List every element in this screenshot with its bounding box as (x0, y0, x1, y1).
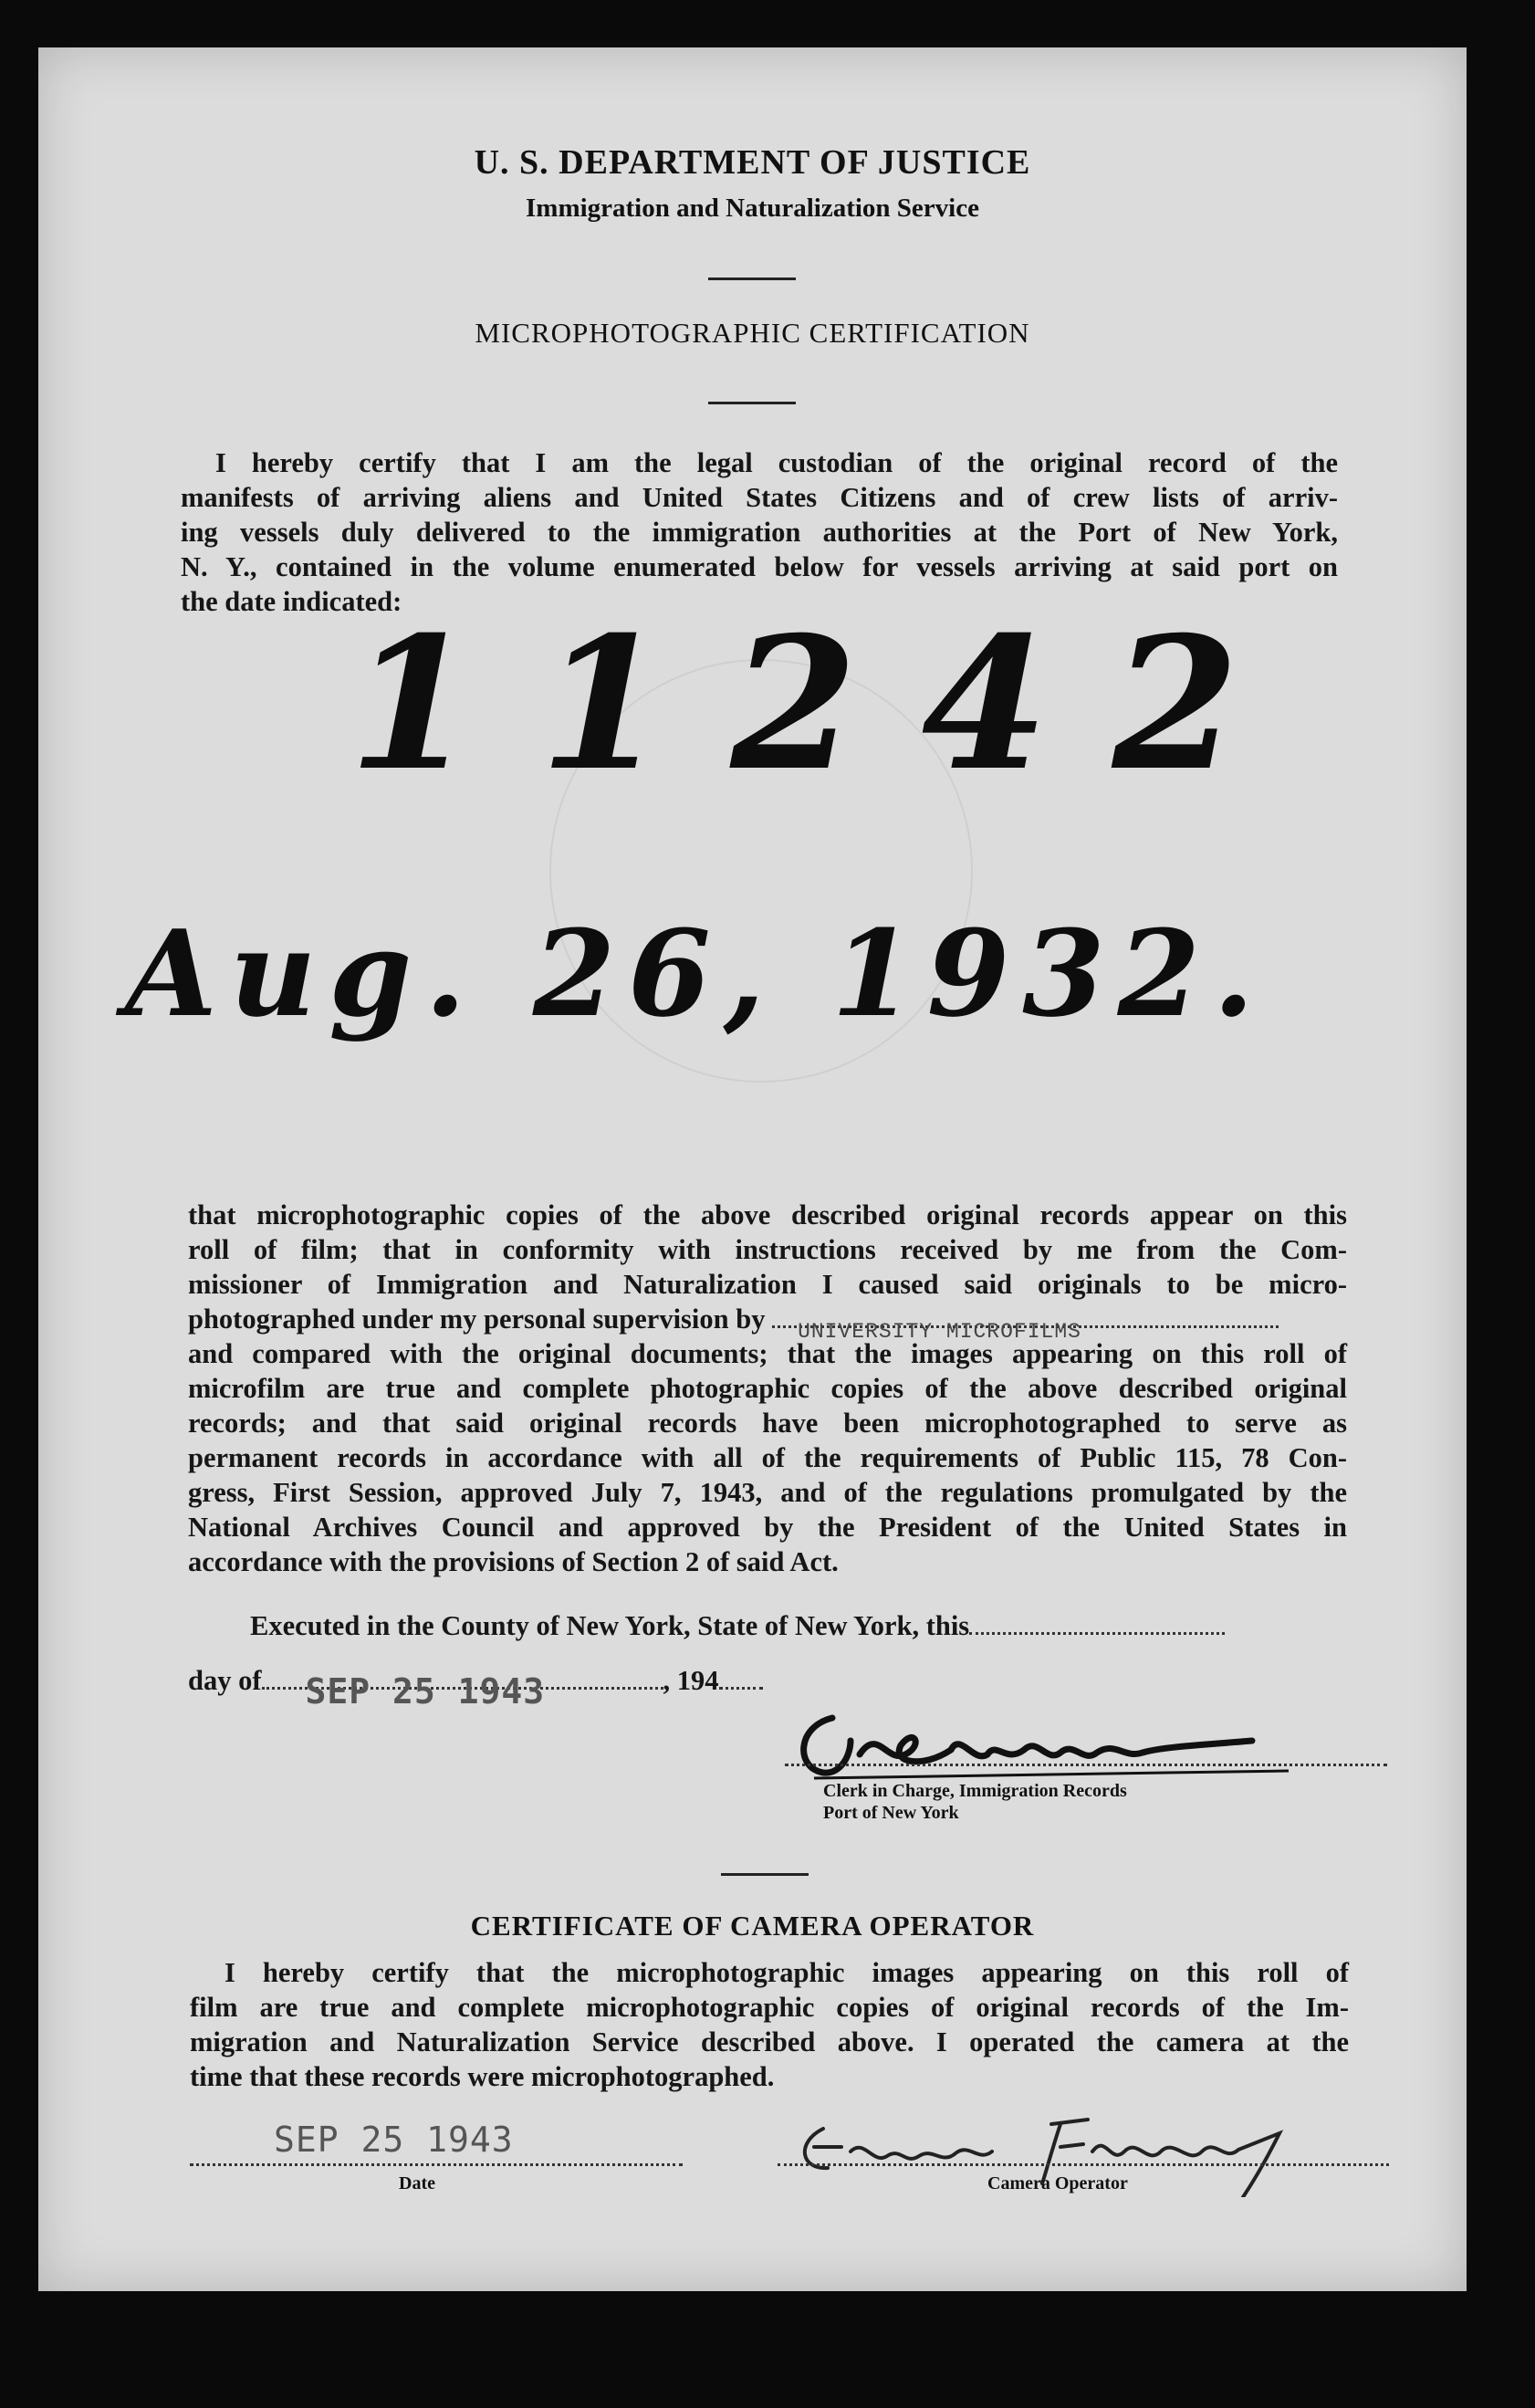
certification-title: MICROPHOTOGRAPHIC CERTIFICATION (475, 317, 1030, 349)
body-paragraph (188, 1198, 1347, 1579)
certificate-page (38, 47, 1467, 2291)
supervision-fill-line (772, 1320, 1279, 1344)
body-line: missioner of Immigration and Naturalization I caused said originals to be micro- (188, 1269, 1347, 1300)
execution-date-stamp: SEP 25 1943 (305, 1671, 546, 1712)
divider (708, 402, 796, 404)
supervision-line (188, 1302, 1347, 1344)
day-of-label: day of (188, 1665, 262, 1696)
camera-date-line (190, 2163, 683, 2166)
clerk-title: Clerk in Charge, Immigration Records (823, 1781, 1127, 1801)
camera-operator-label: Camera Operator (987, 2173, 1128, 2193)
execution-line (250, 1608, 1391, 1643)
intro-line: the date indicated: (181, 586, 402, 617)
execution-text: Executed in the County of New York, State of New York, this (250, 1610, 970, 1641)
divider (708, 277, 796, 280)
camera-date-label: Date (399, 2173, 435, 2193)
body-line: accordance with the provisions of Section 2 of said Act. (188, 1546, 839, 1577)
clerk-signature-line (785, 1764, 1387, 1766)
handwritten-volume-number: 11242 (349, 597, 1303, 811)
body-line: gress, First Session, approved July 7, 1943, and of the regulations promulgated by the (188, 1477, 1347, 1508)
intro-line: ing vessels duly delivered to the immigration authorities at the Port of New York, (181, 517, 1338, 548)
body-line: microfilm are true and complete photographic copies of the above described original (188, 1373, 1347, 1404)
camera-line: film are true and complete microphotographic copies of original records of the Im- (190, 1992, 1349, 2023)
execution-fill-line (969, 1632, 1225, 1635)
day-fill-line (262, 1671, 663, 1712)
camera-line: migration and Naturalization Service described above. I operated the camera at the (190, 2026, 1349, 2057)
supervision-prefix: photographed under my personal supervision by (188, 1303, 766, 1335)
typed-supervisor-name: UNIVERSITY MICROFILMS (798, 1320, 1081, 1344)
service-subtitle: Immigration and Naturalization Service (526, 194, 979, 223)
body-line: permanent records in accordance with all of the requirements of Public 115, 78 Con- (188, 1442, 1347, 1473)
body-line: roll of film; that in conformity with instructions received by me from the Com- (188, 1234, 1347, 1265)
department-title: U. S. DEPARTMENT OF JUSTICE (474, 143, 1031, 182)
camera-paragraph (190, 1955, 1349, 2094)
intro-paragraph (181, 445, 1338, 619)
body-line: and compared with the original documents; that the images appearing on this roll of (188, 1338, 1347, 1369)
intro-line: manifests of arriving aliens and United States Citizens and of crew lists of arriv- (181, 482, 1338, 513)
year-label: , 194 (663, 1665, 719, 1696)
body-line: records; and that said original records have been microphotographed to serve as (188, 1408, 1347, 1439)
handwritten-arrival-date: Aug. 26, 1932. (125, 904, 1268, 1043)
intro-line: N. Y., contained in the volume enumerated below for vessels arriving at said port on (181, 551, 1338, 582)
camera-line: time that these records were microphotographed. (190, 2061, 775, 2092)
clerk-signature (778, 1691, 1325, 1791)
intro-line: I hereby certify that I am the legal custodian of the original record of the (215, 447, 1338, 478)
camera-date-stamp: SEP 25 1943 (274, 2120, 514, 2160)
body-line: that microphotographic copies of the above described original records appear on this (188, 1199, 1347, 1230)
clerk-port: Port of New York (823, 1803, 959, 1823)
body-line: National Archives Council and approved by the President of the United States in (188, 1512, 1347, 1543)
year-fill-line (719, 1687, 763, 1690)
divider (721, 1873, 809, 1876)
camera-operator-line (778, 2163, 1389, 2166)
camera-line: I hereby certify that the microphotographic images appearing on this roll of (225, 1957, 1349, 1988)
camera-certificate-title: CERTIFICATE OF CAMERA OPERATOR (470, 1910, 1035, 1942)
